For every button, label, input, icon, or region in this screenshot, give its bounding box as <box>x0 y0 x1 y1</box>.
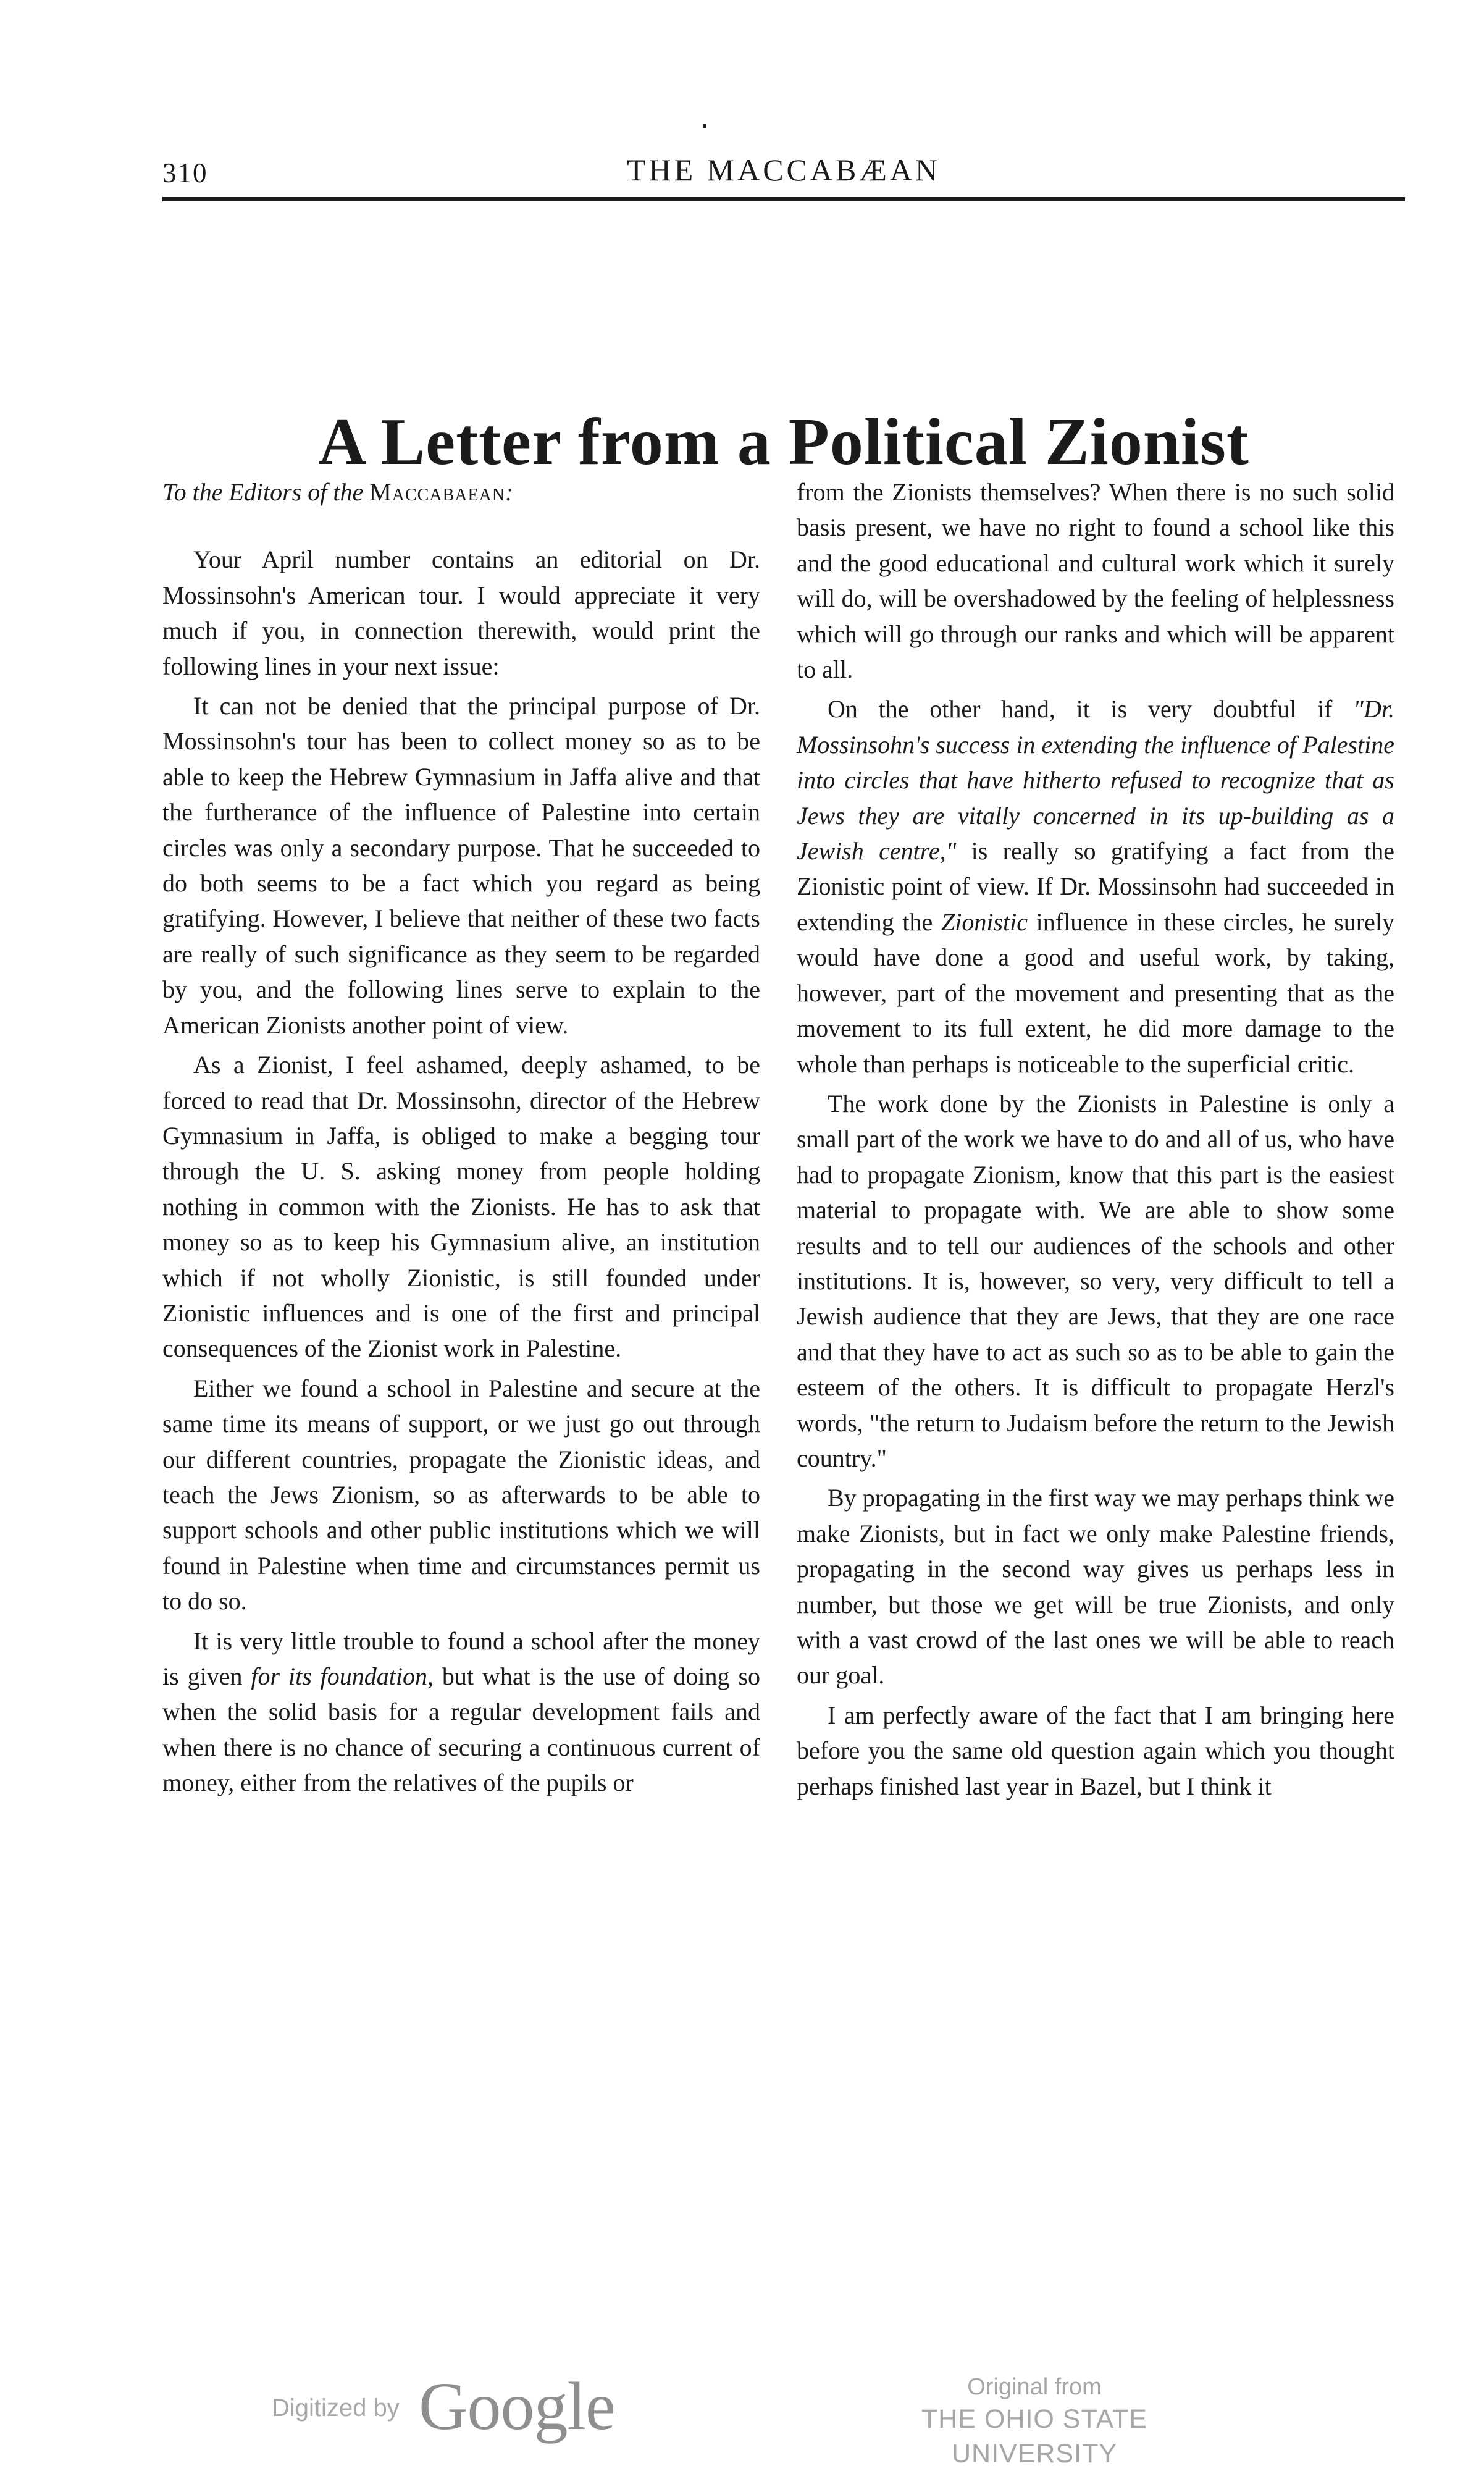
paragraph-text: , but what is the use of doing so when the solid basis for a regular development fails and when there is no chance of securing a continuous current of money, either from the relatives of the pupils or <box>162 1662 761 1797</box>
paragraph <box>162 1623 760 1801</box>
paragraph-emphasis: for its foundation <box>251 1662 428 1690</box>
paragraph-text: is really so gratifying a fact from the Zionistic point of view. If Dr. Mossinsohn had succeeded in extending the <box>797 837 1394 936</box>
paragraph-emphasis: Zionistic <box>941 907 1028 936</box>
digitized-by-label: Digitized by <box>272 2394 400 2422</box>
left-column <box>162 474 760 1805</box>
paragraph: Your April number contains an editorial on Dr. Mossinsohn's American tour. I would appreciate it very much if you, in connection therewith, would print the following lines in your next issue: <box>162 545 760 680</box>
institution-name: THE OHIO STATE UNIVERSITY <box>921 2404 1147 2469</box>
journal-name: THE MACCABÆAN <box>626 153 941 187</box>
paragraph: It can not be denied that the principal purpose of Dr. Mossinsohn's tour has been to collect money so as to be able to keep the Hebrew Gymnasium in Jaffa alive and that the furtherance of the influence of Palestine into certain circles was only a secondary purpose. That he succeeded to do both seems to be a fact which you regard as being gratifying. However, I believe that neither of these two facts are really of such significance as they seem to be regarded by you, and the following lines serve to explain to the American Zionists another point of view. <box>162 692 760 1039</box>
paragraph: Either we found a school in Palestine and secure at the same time its means of support, or we just go out through our different countries, propagate the Zionistic ideas, and teach the Jews Zionism, so as afterwards to be able to support schools and other public institutions which we will found in Palestine when time and circumstances permit us to do so. <box>162 1374 760 1615</box>
paragraph-emphasis: "Dr. Mossinsohn's success in extending the influence of Palestine into circles that have hitherto refused to recognize that as Jews they are vitally concerned in its up-building as a Jewish centre," <box>797 695 1394 865</box>
paragraph-text: influence in these circles, he surely would have done a good and useful work, by taking, however, part of the movement and presenting that as the movement to its full extent, he did more damage to the whole than perhaps is noticeable to the superficial critic. <box>797 907 1394 1078</box>
salutation-prefix: To the Editors of the <box>162 478 370 506</box>
header-rule <box>162 197 1405 201</box>
paragraph: The work done by the Zionists in Palestine is only a small part of the work we have to do and all of us, who have had to propagate Zionism, know that this part is the easiest material to propagate with. We are able to show some results and to tell our audiences of the schools and other institutions. It is, however, so very, very difficult to tell a Jewish audience that they are Jews, that they are one race and that they have to act as such so as to be able to gain the esteem of the others. It is difficult to propagate Herzl's words, "the return to Judaism before the return to the Jewish country." <box>797 1089 1394 1472</box>
paragraph: I am perfectly aware of the fact that I am bringing here before you the same old question again which you thought perhaps finished last year in Bazel, but I think it <box>797 1701 1394 1800</box>
paragraph: By propagating in the first way we may perhaps think we make Zionists, but in fact we only make Palestine friends, propagating in the second way gives us perhaps less in number, but those we get will be true Zionists, and only with a vast crowd of the last ones we will be able to reach our goal. <box>797 1484 1394 1690</box>
article-title: A Letter from a Political Zionist <box>318 405 1249 479</box>
salutation-name: Maccabaean <box>369 478 506 506</box>
paragraph <box>797 691 1394 1081</box>
salutation-suffix: : <box>505 478 514 506</box>
original-from-label: Original from <box>967 2374 1102 2400</box>
running-head <box>162 147 1405 196</box>
print-speck <box>703 124 706 128</box>
paragraph: As a Zionist, I feel ashamed, deeply ashamed, to be forced to read that Dr. Mossinsohn, director of the Hebrew Gymnasium in Jaffa, is obliged to make a begging tour through the U. S. asking money from people holding nothing in common with the Zionists. He has to ask that money so as to keep his Gymnasium alive, an institution which if not wholly Zionistic, is still founded under Zionistic influences and is one of the first and principal consequences of the Zionist work in Palestine. <box>162 1051 760 1363</box>
google-logo: Google <box>419 2368 615 2444</box>
paragraph: from the Zionists themselves? When there is no such solid basis present, we have no right to found a school like this and the good educational and cultural work which it surely will do, will be overshadowed by the feeling of helplessness which will go through our ranks and which will be apparent to all. <box>797 478 1394 684</box>
page-number: 310 <box>162 158 208 188</box>
right-column <box>797 474 1394 1808</box>
paragraph-text: It is very little trouble to found a school after the money is given <box>162 1627 760 1690</box>
paragraph-text: On the other hand, it is very doubtful if <box>828 695 1354 723</box>
original-from <box>837 2372 1232 2471</box>
scan-footer <box>0 2366 1484 2469</box>
salutation <box>162 474 760 510</box>
